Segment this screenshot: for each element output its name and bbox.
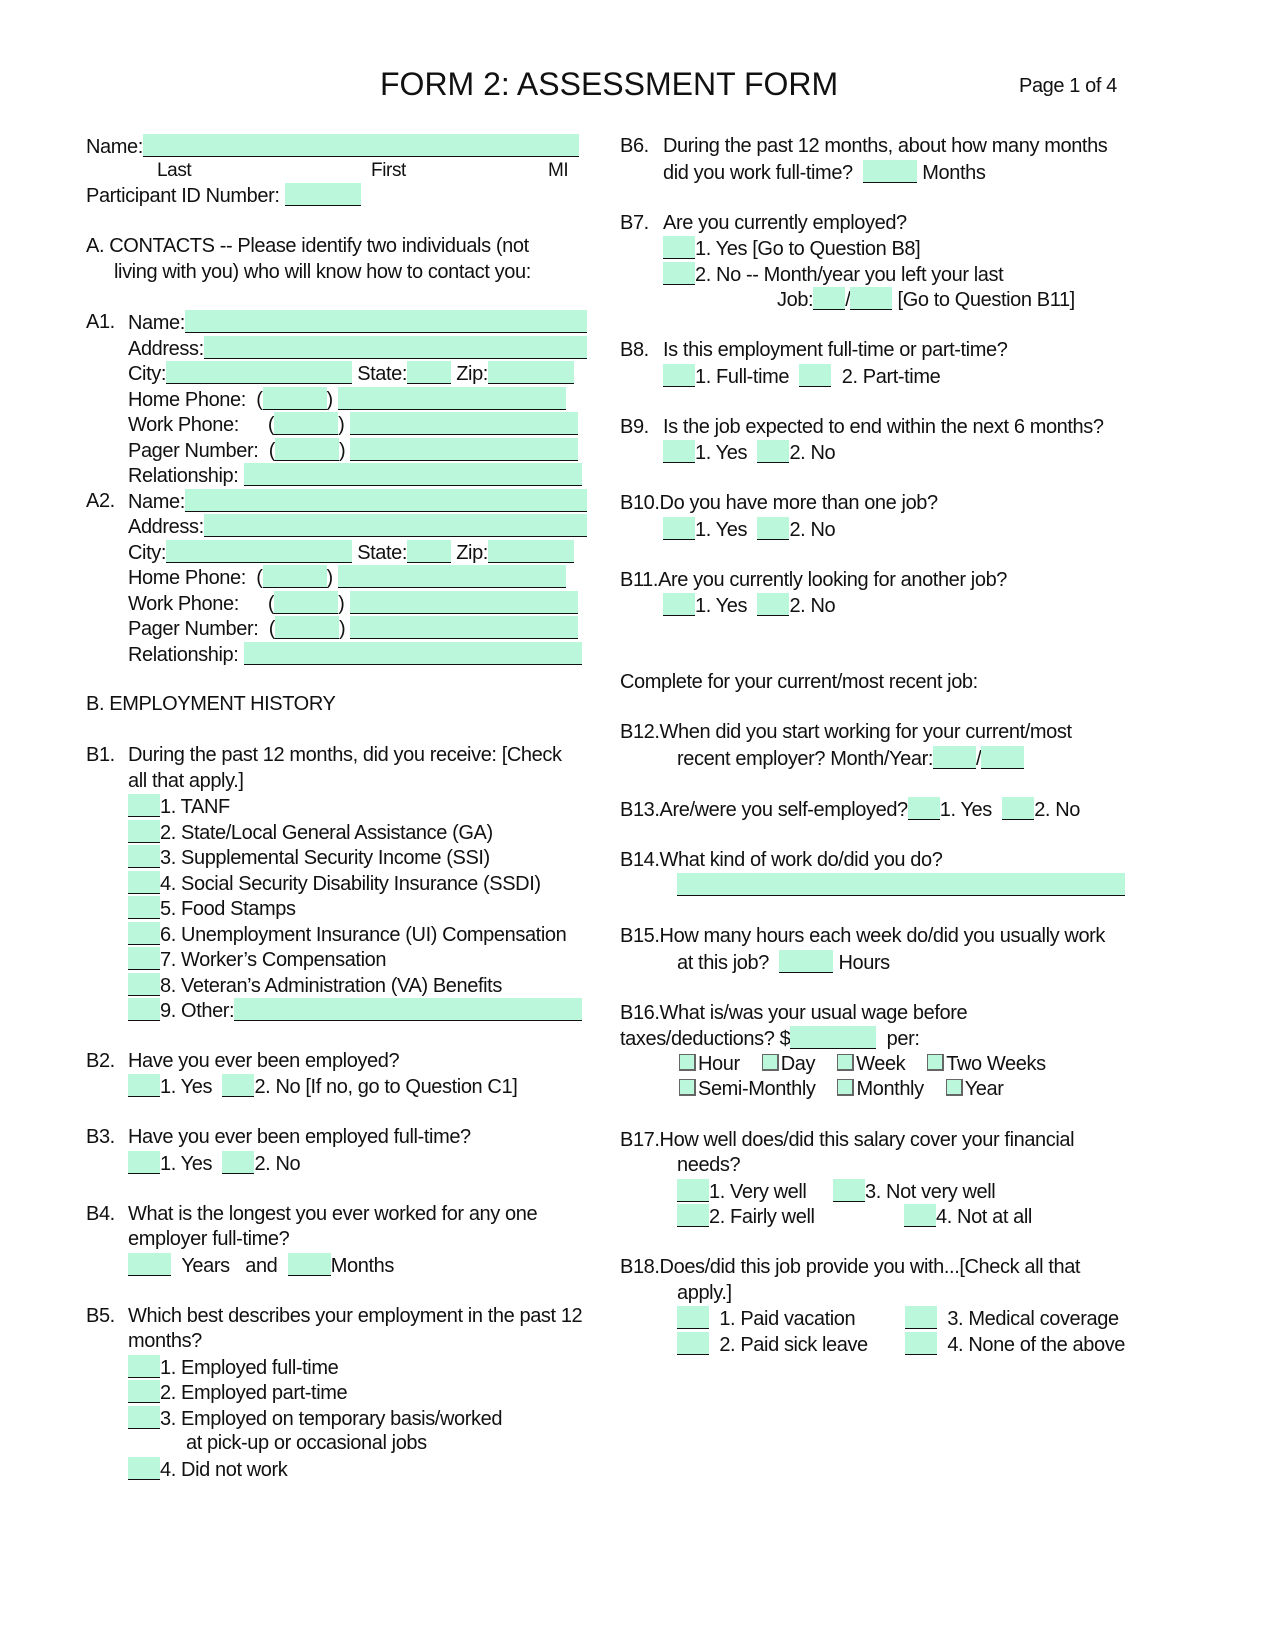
b18-option-label: 3. Medical coverage [947,1308,1119,1330]
b2-no-field[interactable] [222,1074,254,1097]
b8-full-time-field[interactable] [663,364,695,387]
b7-question: Are you currently employed? [663,212,907,234]
b17-label: B17. [620,1129,660,1151]
participant-id-label: Participant ID Number: [86,185,280,207]
b1-option-label: 4. Social Security Disability Insurance (SSDI) [160,873,541,895]
b1-option-7-field[interactable] [128,947,160,970]
slash: / [845,289,851,311]
b5-option-3-cont: at pick-up or occasional jobs [186,1432,427,1454]
b10-no-field[interactable] [757,517,789,540]
b8-label: B8. [620,339,649,361]
b1-option-5-field[interactable] [128,896,160,919]
b9-yes-label: 1. Yes [695,442,748,464]
b17-option-label: 4. Not at all [936,1206,1032,1228]
a1-address-field[interactable] [204,336,587,359]
a1-name-field[interactable] [185,310,587,333]
paren: ( [256,389,263,411]
b7-goto-label: [Go to Question B11] [897,289,1075,311]
b10-yes-label: 1. Yes [695,519,748,541]
b3-question: Have you ever been employed full-time? [128,1126,471,1148]
a2-zip-label: Zip: [456,542,488,564]
b18-paid-vacation-field[interactable] [677,1306,709,1329]
a2-relationship-label: Relationship: [128,644,239,666]
b1-question: During the past 12 months, did you receive: [Check [128,744,562,766]
b6-months-field[interactable] [863,160,917,183]
b1-option-8-field[interactable] [128,973,160,996]
b1-question-2: all that apply.] [128,770,244,792]
a2-city-label: City: [128,542,167,564]
b1-option-9-field[interactable] [128,998,160,1021]
a1-state-label: State: [357,363,408,385]
b15-hours-field[interactable] [779,950,833,973]
b17-question-2: needs? [677,1154,741,1176]
b8-part-time-label: 2. Part-time [841,366,941,388]
section-b-heading: B. EMPLOYMENT HISTORY [86,693,336,715]
b10-question: Do you have more than one job? [659,492,938,514]
a1-state-field[interactable] [407,361,451,384]
a1-label: A1. [86,311,115,333]
a1-home-area-field[interactable] [263,387,327,410]
b18-question-2: apply.] [677,1282,732,1304]
b8-question: Is this employment full-time or part-time? [663,339,1008,361]
b18-option-label: 2. Paid sick leave [719,1334,868,1356]
b12-month-field[interactable] [933,746,976,769]
b15-hours-label: Hours [838,952,890,974]
b4-months-label: Months [330,1255,394,1277]
b5-question: Which best describes your employment in the past 12 [128,1305,583,1327]
b17-fairly-well-field[interactable] [677,1204,709,1227]
week-checkbox[interactable] [837,1054,854,1071]
b7-year-field[interactable] [850,287,892,310]
b5-option-label: 4. Did not work [160,1459,288,1481]
b18-none-field[interactable] [905,1332,937,1355]
b1-option-label: 7. Worker’s Compensation [160,949,387,971]
b13-yes-field[interactable] [908,797,940,820]
b1-other-field[interactable] [234,998,582,1021]
b4-label: B4. [86,1203,115,1225]
b5-option-label: 3. Employed on temporary basis/worked [160,1408,503,1430]
b6-question: During the past 12 months, about how many months [663,135,1108,157]
a1-pager-area-field[interactable] [275,438,339,461]
b11-no-label: 2. No [789,595,836,617]
a2-relationship-field[interactable] [244,642,582,665]
b4-years-field[interactable] [128,1253,171,1276]
a2-work-area-field[interactable] [274,591,338,614]
b3-yes-label: 1. Yes [160,1153,213,1175]
b16-question-2: taxes/deductions? $ [620,1028,791,1050]
semi-monthly-label: Semi-Monthly [698,1078,816,1100]
current-job-instruction: Complete for your current/most recent job: [620,671,978,693]
b2-yes-field[interactable] [128,1074,160,1097]
a2-state-label: State: [357,542,408,564]
a2-pager-label: Pager Number: [128,618,259,640]
b7-no-label: 2. No -- Month/year you left your last [695,264,1004,286]
b1-option-label: 3. Supplemental Security Income (SSI) [160,847,490,869]
b16-per-label: per: [886,1028,920,1050]
b7-yes-label: 1. Yes [Go to Question B8] [695,238,921,260]
day-checkbox[interactable] [762,1054,779,1071]
b17-option-label: 2. Fairly well [709,1206,815,1228]
year-label: Year [964,1078,1004,1100]
b3-no-label: 2. No [254,1153,301,1175]
b17-not-at-all-field[interactable] [904,1204,936,1227]
a2-state-field[interactable] [407,540,451,563]
b17-option-label: 1. Very well [709,1181,807,1203]
paren: ( [268,618,276,640]
b8-full-time-label: 1. Full-time [695,366,790,388]
b1-option-1-field[interactable] [128,794,160,817]
year-checkbox[interactable] [946,1079,963,1096]
b3-no-field[interactable] [222,1151,254,1174]
b10-label: B10. [620,492,660,514]
paren: ( [256,567,263,589]
b10-no-label: 2. No [789,519,836,541]
first-label: First [371,160,406,181]
b18-label: B18. [620,1256,660,1278]
a2-name-field[interactable] [185,489,587,512]
a2-work-phone-label: Work Phone: [128,593,239,615]
semi-monthly-checkbox[interactable] [679,1079,696,1096]
a1-address-label: Address: [128,338,204,360]
b18-option-label: 1. Paid vacation [719,1308,856,1330]
b16-question: What is/was your usual wage before [659,1002,968,1024]
a2-home-phone-field[interactable] [338,565,566,588]
b2-label: B2. [86,1050,115,1072]
two-weeks-label: Two Weeks [946,1053,1046,1075]
b4-and-label: and [245,1255,278,1277]
page-number: Page 1 of 4 [1019,75,1117,97]
b5-option-label: 2. Employed part-time [160,1382,348,1404]
b5-option-3-field[interactable] [128,1406,160,1429]
a1-zip-field[interactable] [488,361,574,384]
paren: ) [339,440,346,462]
b5-option-2-field[interactable] [128,1380,160,1403]
b1-option-label: 8. Veteran’s Administration (VA) Benefits [160,975,502,997]
b7-job-label: Job: [777,289,814,311]
b13-yes-label: 1. Yes [939,799,992,821]
b1-option-label: 6. Unemployment Insurance (UI) Compensation [160,924,567,946]
b8-part-time-field[interactable] [799,364,831,387]
a2-zip-field[interactable] [488,540,574,563]
b14-question: What kind of work do/did you do? [659,849,943,871]
b9-label: B9. [620,416,649,438]
a1-home-phone-label: Home Phone: [128,389,246,411]
b12-question-2: recent employer? Month/Year: [677,748,933,770]
b18-medical-field[interactable] [905,1306,937,1329]
b9-question: Is the job expected to end within the next 6 months? [663,416,1104,438]
name-field[interactable] [143,134,579,157]
b4-question-2: employer full-time? [128,1228,290,1250]
b1-option-label: 9. Other: [160,1000,235,1022]
b15-label: B15. [620,925,660,947]
a2-name-label: Name: [128,491,185,513]
b1-label: B1. [86,744,115,766]
b5-question-2: months? [128,1330,202,1352]
b2-no-label: 2. No [If no, go to Question C1] [254,1076,518,1098]
b11-no-field[interactable] [757,593,789,616]
b6-question-2: did you work full-time? [663,162,853,184]
b13-no-field[interactable] [1002,797,1034,820]
b9-no-label: 2. No [789,442,836,464]
b13-no-label: 2. No [1034,799,1081,821]
b16-wage-field[interactable] [790,1026,876,1049]
b7-label: B7. [620,212,649,234]
a1-work-phone-label: Work Phone: [128,414,239,436]
a2-home-phone-label: Home Phone: [128,567,246,589]
b12-question: When did you start working for your current/most [659,721,1072,743]
section-a-heading-2: living with you) who will know how to contact you: [114,261,531,283]
name-label: Name: [86,136,143,158]
b18-paid-sick-field[interactable] [677,1332,709,1355]
monthly-checkbox[interactable] [837,1079,854,1096]
paren: ) [326,567,333,589]
b6-months-label: Months [922,162,986,184]
b4-question: What is the longest you ever worked for any one [128,1203,538,1225]
b11-label: B11. [620,569,659,591]
b14-label: B14. [620,849,660,871]
a1-city-label: City: [128,363,167,385]
two-weeks-checkbox[interactable] [927,1054,944,1071]
hour-label: Hour [698,1053,740,1075]
a1-home-phone-field[interactable] [338,387,566,410]
b13-label: B13. [620,799,660,821]
paren: ( [268,440,276,462]
b17-question: How well does/did this salary cover your financial [659,1129,1075,1151]
monthly-label: Monthly [856,1078,924,1100]
b17-option-label: 3. Not very well [865,1181,996,1203]
b18-question: Does/did this job provide you with...[Check all that [659,1256,1081,1278]
a2-label: A2. [86,490,115,512]
b7-no-field[interactable] [663,262,695,285]
paren: ) [338,593,345,615]
b1-option-4-field[interactable] [128,871,160,894]
a2-city-field[interactable] [166,540,352,563]
a1-city-field[interactable] [166,361,352,384]
a1-work-phone-field[interactable] [350,412,578,435]
b4-months-field[interactable] [288,1253,331,1276]
b12-year-field[interactable] [981,746,1024,769]
b1-option-label: 5. Food Stamps [160,898,296,920]
a1-name-label: Name: [128,312,185,334]
a2-home-area-field[interactable] [263,565,327,588]
b9-yes-field[interactable] [663,440,695,463]
paren: ) [338,414,345,436]
participant-id-field[interactable] [285,183,361,206]
paren: ( [267,593,275,615]
b13-question: Are/were you self-employed? [659,799,908,821]
paren: ( [267,414,275,436]
paren: ) [339,618,346,640]
b2-question: Have you ever been employed? [128,1050,400,1072]
b10-yes-field[interactable] [663,517,695,540]
b1-option-3-field[interactable] [128,845,160,868]
a2-pager-area-field[interactable] [275,616,339,639]
b18-option-label: 4. None of the above [947,1334,1126,1356]
b7-yes-field[interactable] [663,236,695,259]
b16-label: B16. [620,1002,660,1024]
b3-yes-field[interactable] [128,1151,160,1174]
b15-question: How many hours each week do/did you usually work [659,925,1106,947]
a2-address-field[interactable] [204,514,587,537]
b11-yes-label: 1. Yes [695,595,748,617]
b17-not-very-well-field[interactable] [833,1179,865,1202]
a1-pager-label: Pager Number: [128,440,259,462]
b11-question: Are you currently looking for another job? [658,569,1008,591]
a1-pager-field[interactable] [350,438,578,461]
paren: ) [326,389,333,411]
week-label: Week [856,1053,906,1075]
b3-label: B3. [86,1126,115,1148]
b4-years-label: Years [181,1255,230,1277]
a1-zip-label: Zip: [456,363,488,385]
a1-relationship-field[interactable] [244,463,582,486]
b5-option-label: 1. Employed full-time [160,1357,339,1379]
hour-checkbox[interactable] [679,1054,696,1071]
b5-label: B5. [86,1305,115,1327]
b17-very-well-field[interactable] [677,1179,709,1202]
b6-label: B6. [620,135,649,157]
form-title: FORM 2: ASSESSMENT FORM [380,66,839,102]
b5-option-1-field[interactable] [128,1355,160,1378]
b11-yes-field[interactable] [663,593,695,616]
b12-label: B12. [620,721,660,743]
last-label: Last [157,160,192,181]
slash: / [976,748,982,770]
section-a-heading: A. CONTACTS -- Please identify two individuals (not [86,235,529,257]
b1-option-label: 2. State/Local General Assistance (GA) [160,822,493,844]
b7-month-field[interactable] [813,287,845,310]
b15-question-2: at this job? [677,952,769,974]
a2-pager-field[interactable] [350,616,578,639]
b1-option-6-field[interactable] [128,922,160,945]
b14-work-field[interactable] [677,873,1125,896]
b2-yes-label: 1. Yes [160,1076,213,1098]
b1-option-label: 1. TANF [160,796,230,818]
mi-label: MI [548,160,569,181]
day-label: Day [780,1053,816,1075]
b1-option-2-field[interactable] [128,820,160,843]
a1-work-area-field[interactable] [274,412,338,435]
a2-address-label: Address: [128,516,204,538]
b9-no-field[interactable] [757,440,789,463]
b5-option-4-field[interactable] [128,1457,160,1480]
a1-relationship-label: Relationship: [128,465,239,487]
a2-work-phone-field[interactable] [350,591,578,614]
